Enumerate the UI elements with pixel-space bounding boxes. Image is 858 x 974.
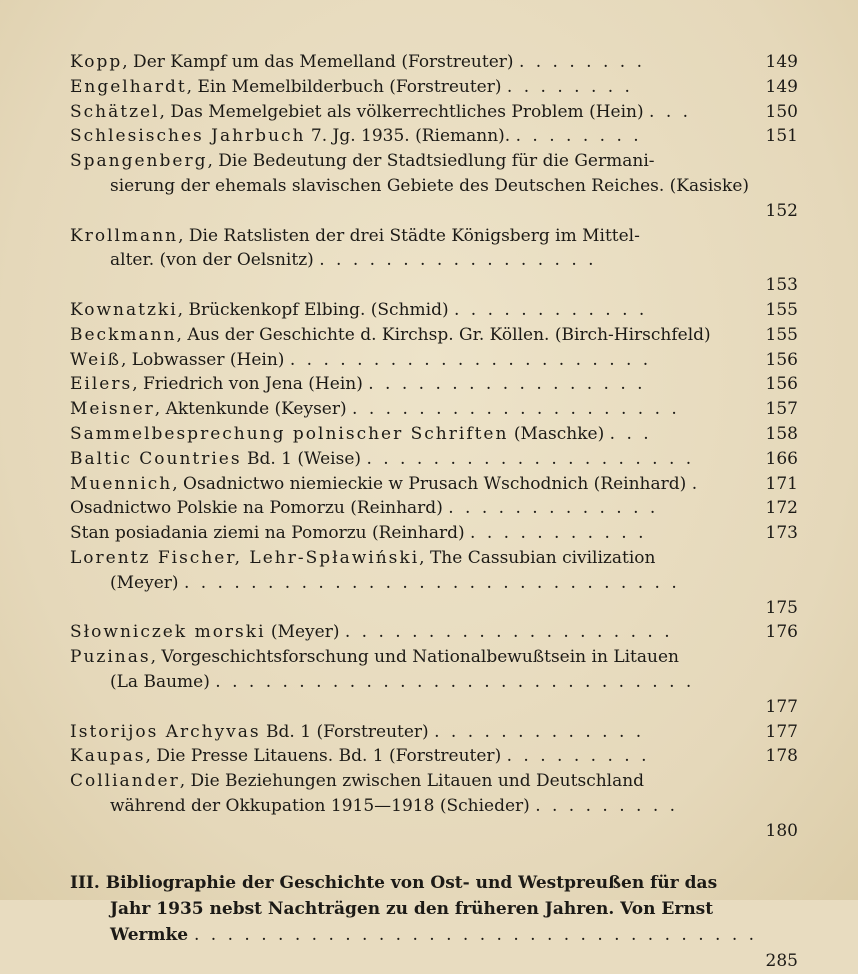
entry-text: Osadnictwo Polskie na Pomorzu (Reinhard) bbox=[70, 498, 443, 519]
entry-author: Sammelbesprechung polnischer Schriften bbox=[70, 423, 509, 444]
entry-text: , Der Kampf um das Memelland (Forstreuter) bbox=[122, 52, 514, 72]
entry-author: Beckmann bbox=[70, 324, 177, 345]
section-title-line1: Bibliographie der Geschichte von Ost- und Westpreußen für das bbox=[105, 872, 718, 893]
page-number: 166 bbox=[765, 448, 798, 469]
entry-continuation: alter. (von der Oelsnitz) bbox=[110, 250, 314, 271]
page-number: 149 bbox=[765, 52, 798, 72]
entry-author: Baltic Countries bbox=[70, 448, 242, 469]
section-entry bbox=[70, 870, 798, 974]
entry-text: Bd. 1 (Forstreuter) bbox=[260, 721, 429, 742]
entry-text: 7. Jg. 1935. (Riemann). bbox=[305, 126, 511, 147]
entry-text: Stan posiadania ziemi na Pomorzu (Reinhard) bbox=[70, 523, 465, 544]
page-number: 151 bbox=[765, 126, 798, 147]
leader-dots: . . . . . . . . . . . . . . . . . bbox=[319, 250, 597, 271]
entry-author: Kaupas bbox=[70, 746, 146, 767]
page-number: 156 bbox=[765, 374, 798, 395]
toc-entry bbox=[70, 744, 798, 769]
entry-text: , Aktenkunde (Keyser) bbox=[154, 399, 347, 420]
page-number: 153 bbox=[765, 275, 798, 296]
leader-dots: . bbox=[691, 473, 701, 494]
leader-dots: . . . . . . . . . bbox=[535, 795, 679, 816]
section-title-line2: Jahr 1935 nebst Nachträgen zu den früheren Jahren. Von Ernst bbox=[110, 898, 714, 919]
entry-text: , Das Memelgebiet als völkerrechtliches Problem (Hein) bbox=[159, 101, 644, 122]
page-number: 152 bbox=[765, 200, 798, 221]
leader-dots: . . . . . . . . . . . . . . . . . . . . . . . . . . . . . bbox=[215, 671, 695, 692]
entry-text: , Aus der Geschichte d. Kirchsp. Gr. Köllen. (Birch-Hirschfeld) bbox=[176, 324, 711, 345]
page-number: 149 bbox=[765, 76, 798, 97]
leader-dots: . . . . . . . . bbox=[506, 76, 633, 97]
section-number: III. bbox=[70, 872, 100, 893]
page-number: 171 bbox=[765, 473, 798, 494]
page-number: 150 bbox=[765, 101, 798, 122]
leader-dots: . . . . . . . . . . . . bbox=[454, 299, 648, 320]
leader-dots: . . . . . . . . . . . . . . . . . . . . . . . . . . . . . . . . . . bbox=[193, 924, 758, 945]
leader-dots: . . . . . . . . . . . bbox=[470, 523, 647, 544]
toc-entry bbox=[70, 496, 798, 521]
toc-entry bbox=[70, 100, 798, 125]
toc-entry bbox=[70, 224, 798, 298]
page-number: 177 bbox=[765, 721, 798, 742]
leader-dots: . . . . . . . . . . . . . . . . . . . . . . bbox=[289, 349, 652, 370]
page-number: 180 bbox=[765, 820, 798, 841]
page-number: 157 bbox=[765, 399, 798, 420]
page-number: 158 bbox=[765, 423, 798, 444]
leader-dots: . . . . . . . . . . . . . . . . . . . . bbox=[352, 399, 680, 420]
leader-dots: . . . . . . . . . . . . . . . . . . . . . . . . . . . . . . bbox=[183, 572, 680, 593]
toc-entry bbox=[70, 298, 798, 323]
entry-author: Schlesisches Jahrbuch bbox=[70, 126, 306, 147]
toc-entry bbox=[70, 720, 798, 745]
leader-dots: . . . bbox=[649, 101, 692, 122]
entry-author: Lorentz Fischer, Lehr-Spławiński bbox=[70, 547, 420, 568]
entry-text: , Die Presse Litauens. Bd. 1 (Forstreuter) bbox=[145, 746, 502, 767]
toc-entry bbox=[70, 348, 798, 373]
toc-entry bbox=[70, 447, 798, 472]
entry-author: Słowniczek morski bbox=[70, 622, 266, 643]
entry-text: , Friedrich von Jena (Hein) bbox=[132, 374, 363, 395]
page-number: 285 bbox=[765, 950, 798, 971]
entry-text: (Maschke) bbox=[508, 423, 605, 444]
toc-entry bbox=[70, 397, 798, 422]
entry-continuation: (La Baume) bbox=[110, 671, 210, 692]
leader-dots: . . . bbox=[609, 423, 652, 444]
toc-entry bbox=[70, 422, 798, 447]
page-number: 155 bbox=[765, 324, 798, 345]
leader-dots: . . . . . . . . bbox=[515, 126, 642, 147]
entry-text: , Lobwasser (Hein) bbox=[120, 349, 285, 370]
entry-text: , Ein Memelbilderbuch (Forstreuter) bbox=[186, 76, 502, 97]
toc-entry bbox=[70, 521, 798, 546]
entry-author: Spangenberg bbox=[70, 151, 208, 172]
toc-entry bbox=[70, 372, 798, 397]
leader-dots: . . . . . . . . . . . . . bbox=[434, 721, 645, 742]
toc-entry bbox=[70, 620, 798, 645]
toc-entry bbox=[70, 769, 798, 843]
entry-author: Muennich bbox=[70, 473, 173, 494]
page-number: 172 bbox=[765, 498, 798, 519]
table-of-contents bbox=[70, 50, 798, 974]
entry-author: Schätzel bbox=[70, 101, 160, 122]
leader-dots: . . . . . . . . bbox=[518, 52, 645, 72]
page-number: 156 bbox=[765, 349, 798, 370]
entry-continuation: (Meyer) bbox=[110, 572, 179, 593]
toc-entry bbox=[70, 124, 798, 149]
toc-entry bbox=[70, 149, 798, 223]
toc-entry bbox=[70, 645, 798, 719]
toc-entry bbox=[70, 75, 798, 100]
entry-text: , Die Beziehungen zwischen Litauen und Deutschland bbox=[179, 771, 645, 792]
section-title-line3: Wermke bbox=[110, 924, 189, 945]
entry-text: Bd. 1 (Weise) bbox=[241, 448, 362, 469]
entry-text: , The Cassubian civilization bbox=[419, 547, 656, 568]
entry-author: Eilers bbox=[70, 374, 133, 395]
entry-author: Meisner bbox=[70, 399, 155, 420]
entry-continuation: sierung der ehemals slavischen Gebiete des Deutschen Reiches. (Kasiske) bbox=[110, 175, 750, 196]
page-number: 173 bbox=[765, 523, 798, 544]
leader-dots: . . . . . . . . . . . . . . . . . . . . bbox=[344, 622, 673, 643]
entry-author: Engelhardt bbox=[70, 76, 187, 97]
entry-text: , Vorgeschichtsforschung und Nationalbewußtsein in Litauen bbox=[150, 647, 679, 668]
entry-continuation: während der Okkupation 1915—1918 (Schieder) bbox=[110, 795, 530, 816]
entry-author: Istorijos Archyvas bbox=[70, 721, 261, 742]
leader-dots: . . . . . . . . . bbox=[506, 746, 650, 767]
leader-dots: . . . . . . . . . . . . . bbox=[448, 498, 659, 519]
entry-text: , Brückenkopf Elbing. (Schmid) bbox=[177, 299, 449, 320]
page-number: 177 bbox=[765, 696, 798, 717]
entry-author: Krollmann bbox=[70, 225, 179, 246]
toc-entry bbox=[70, 546, 798, 620]
entry-author: Puzinas bbox=[70, 647, 151, 668]
page-number: 175 bbox=[765, 597, 798, 618]
page-number: 178 bbox=[765, 746, 798, 767]
leader-dots: . . . . . . . . . . . . . . . . . bbox=[368, 374, 646, 395]
entry-author: Kopp bbox=[70, 52, 123, 72]
entry-text: , Osadnictwo niemieckie w Prusach Wschodnich (Reinhard) bbox=[172, 473, 687, 494]
entry-author: Weiß bbox=[70, 349, 121, 370]
page-number: 155 bbox=[765, 299, 798, 320]
toc-entry bbox=[70, 323, 798, 348]
leader-dots: . . . . . . . . . . . . . . . . . . . . bbox=[366, 448, 695, 469]
page-number: 176 bbox=[765, 622, 798, 643]
entry-text: (Meyer) bbox=[265, 622, 340, 643]
entry-text: , Die Ratslisten der drei Städte Königsberg im Mittel- bbox=[178, 225, 640, 246]
toc-entry bbox=[70, 50, 798, 75]
toc-entry bbox=[70, 472, 798, 497]
entry-author: Colliander bbox=[70, 771, 180, 792]
entry-author: Kownatzki bbox=[70, 299, 178, 320]
entry-text: , Die Bedeutung der Stadtsiedlung für die Germani- bbox=[207, 151, 655, 172]
